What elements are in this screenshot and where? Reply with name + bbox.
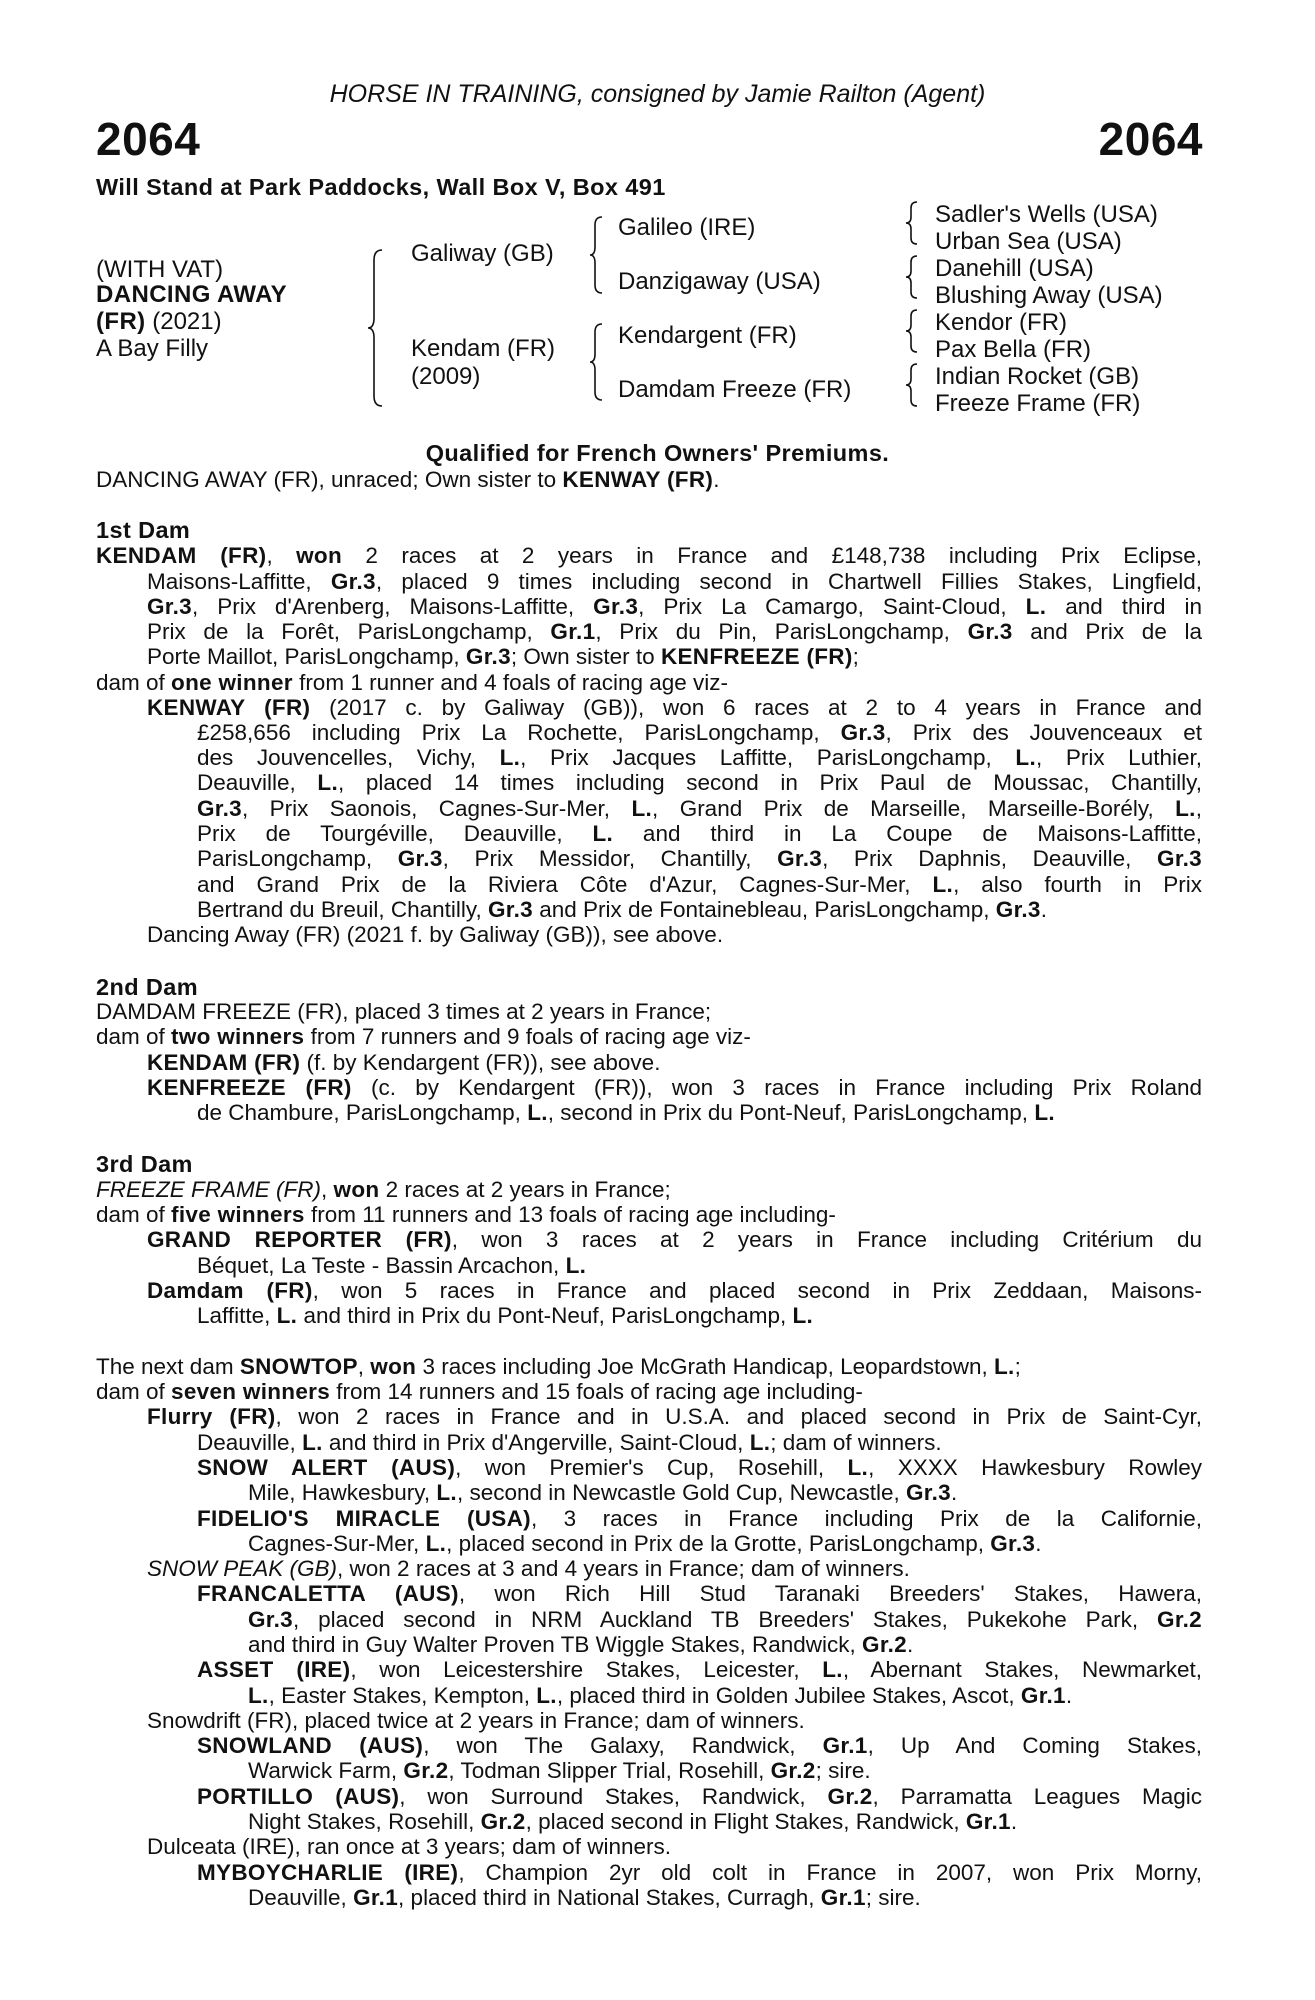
horse-description: A Bay Filly <box>96 335 209 362</box>
section-heading-2nd-dam: 2nd Dam <box>96 974 199 1000</box>
gg-6: Pax Bella (FR) <box>935 336 1092 363</box>
sire-parents-brace <box>588 215 606 295</box>
sire: Galiway (GB) <box>411 240 554 267</box>
dam-sire: Kendargent (FR) <box>618 322 797 349</box>
dam: Kendam (FR) <box>411 335 556 362</box>
sire-sire: Galileo (IRE) <box>618 214 756 241</box>
gg-2: Urban Sea (USA) <box>935 228 1122 255</box>
sire-dam-brace <box>366 248 386 408</box>
sire-dam: Danzigaway (USA) <box>618 268 821 295</box>
gg-4: Blushing Away (USA) <box>935 282 1163 309</box>
section-heading-3rd-dam: 3rd Dam <box>96 1151 193 1177</box>
stand-location: Will Stand at Park Paddocks, Wall Box V, Box 491 <box>96 174 666 200</box>
gg-7: Indian Rocket (GB) <box>935 363 1140 390</box>
gg-3: Danehill (USA) <box>935 255 1094 282</box>
gg-8: Freeze Frame (FR) <box>935 390 1141 417</box>
horse-name-country: (FR) (2021) <box>96 308 222 335</box>
g-brace-3 <box>904 308 920 354</box>
consignment-line: HORSE IN TRAINING, consigned by Jamie Railton (Agent) <box>329 80 986 108</box>
vat-note: (WITH VAT) <box>96 256 224 283</box>
g-brace-1 <box>904 200 920 246</box>
gg-1: Sadler's Wells (USA) <box>935 201 1158 228</box>
lot-number-left: 2064 <box>96 113 201 165</box>
intro-line: DANCING AWAY (FR), unraced; Own sister to KENWAY (FR). <box>96 467 720 492</box>
dam-dam: Damdam Freeze (FR) <box>618 376 852 403</box>
g-brace-4 <box>904 362 920 408</box>
premium-note: Qualified for French Owners' Premiums. <box>425 440 890 466</box>
horse-name: DANCING AWAY <box>96 281 288 308</box>
g-brace-2 <box>904 254 920 300</box>
dam-parents-brace <box>588 322 606 402</box>
lot-number-right: 2064 <box>1098 113 1203 165</box>
section-heading-1st-dam: 1st Dam <box>96 517 191 543</box>
dam-year: (2009) <box>411 363 481 390</box>
gg-5: Kendor (FR) <box>935 309 1068 336</box>
